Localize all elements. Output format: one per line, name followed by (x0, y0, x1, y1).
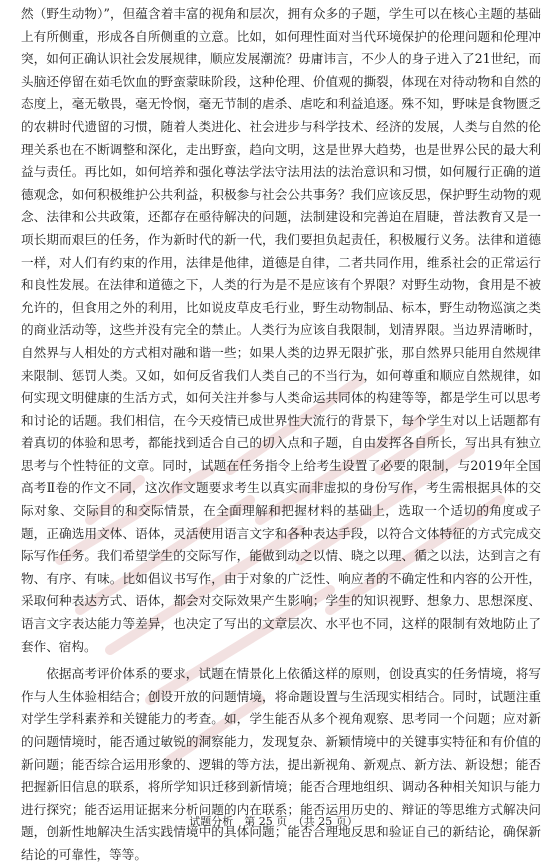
page-footer: 试题分析 第 25 页 （共 25 页） (189, 815, 358, 828)
paragraph-1: 然（野生动物）”，但蕴含着丰富的视角和层次，拥有众多的子题，学生可以在核心主题的基础上有所侧重，形成各自所侧重的立意。比如，如何理性面对当代环境保护的伦理问题和伦理冲突，如何正确认识社会发展规律，顺应发展潮流？毋庸讳言，不少人的身子进入了21世纪，而头脑还停留在茹毛饮血的野蛮蒙昧阶段，这种伦理、价值观的撕裂，体现在对待动物和自然的态度上，毫无敬畏，毫无怜悯，毫无节制的虐杀、虐吃和利益追逐。殊不知，野味是食物匮乏的农耕时代遗留的习惯，随着人类进化、社会进步与科学技术、经济的发展，人类与自然的伦理关系也在不断调整和深化，走出野蛮，趋向文明，这是世界大趋势，也是世界公民的最大利益与责任。再比如，如何培养和强化尊法学法守法用法的法治意识和习惯，如何履行正确的道德观念，如何积极维护公共利益，积极参与社会公共事务？我们应该反思，保护野生动物的观念、法律和公共政策，还都存在亟待解决的问题，法制建设和完善迫在眉睫，普法教育又是一项长期而艰巨的任务，作为新时代的新一代，我们要担负起责任，积极履行义务。法律和道德一样，对人们有约束的作用，法律是他律，道德是自律，二者共同作用，维系社会的正常运行和良性发展。在法律和道德之下，人类的行为是不是应该有个界限？对野生动物，食用是不被允许的，但食用之外的利用，比如说皮草皮毛行业，野生动物制品、标本，野生动物巡演之类的商业活动等，这些并没有完全的禁止。人类行为应该自我限制，划清界限。当边界清晰时，自然界与人相处的方式相对融和谐一些；如果人类的边界无限扩张，那自然界只能用自然规律来限制、惩罚人类。又如，如何反省我们人类自己的不当行为，如何尊重和顺应自然规律，如何实现文明健康的生活方式，如何关注并参与人类命运共同体的构建等等，都是学生可以思考和讨论的话题。我们相信，在今天疫情已成世界性大流行的背景下，每个学生对以上话题都有着真切的体验和思考，都能找到适合自己的切入点和子题，自由发挥各自所长，写出具有独立思考与个性特征的文章。同时，试题在任务指令上给考生设置了必要的限制，与2019年全国高考Ⅱ卷的作文不同，这次作文题要求考生以真实而非虚拟的身份写作，考生需根据具体的交际对象、交际目的和交际情景，在全面理解和把握材料的基础上，选取一个适切的角度或子题，正确选用文体、语体，灵活使用语言文字和各种表达手段，以符合文体特征的方式完成交际写作任务。我们希望学生的交际写作，能做到动之以情、晓之以理、循之以法，达到言之有物、有序、有味。比如倡议书写作，由于对象的广泛性、响应者的不确定性和内容的公开性，采取何种表达方式、语体，都会对交际效果产生影响；学生的知识视野、想象力、思想深度、语言文字表达能力等差异，也决定了写出的文章层次、水平也不同，这样的限制有效地防止了套作、宿构。 (21, 6, 541, 654)
paragraph-2: 依据高考评价体系的要求，试题在情景化上依循这样的原则，创设真实的任务情境，将写作与人生体验相结合；创设开放的问题情境，将命题设置与生活现实相结合。同时，试题注重对学生学科素养和关键能力的考查。如，学生能否从多个视角观察、思考同一个问题；应对新的问题情境时，能否通过敏锐的洞察能力，发现复杂、新颖情境中的关键事实特征和有价值的新问题；能否综合运用形象的、逻辑的等方法，提出新视角、新观点、新方法、新设想；能否把握新旧信息的联系，将所学知识迁移到新情境；能否合理地组织、调动各种相关知识与能力进行探究；能否运用证据来分析问题的内在联系；能否运用历史的、辩证的等思维方式解决问题，创新性地解决生活实践情境中的具体问题；能否合理地反思和验证自己的新结论，确保新结论的可靠性，等等。 (21, 666, 541, 862)
document-page (21, 0, 541, 862)
